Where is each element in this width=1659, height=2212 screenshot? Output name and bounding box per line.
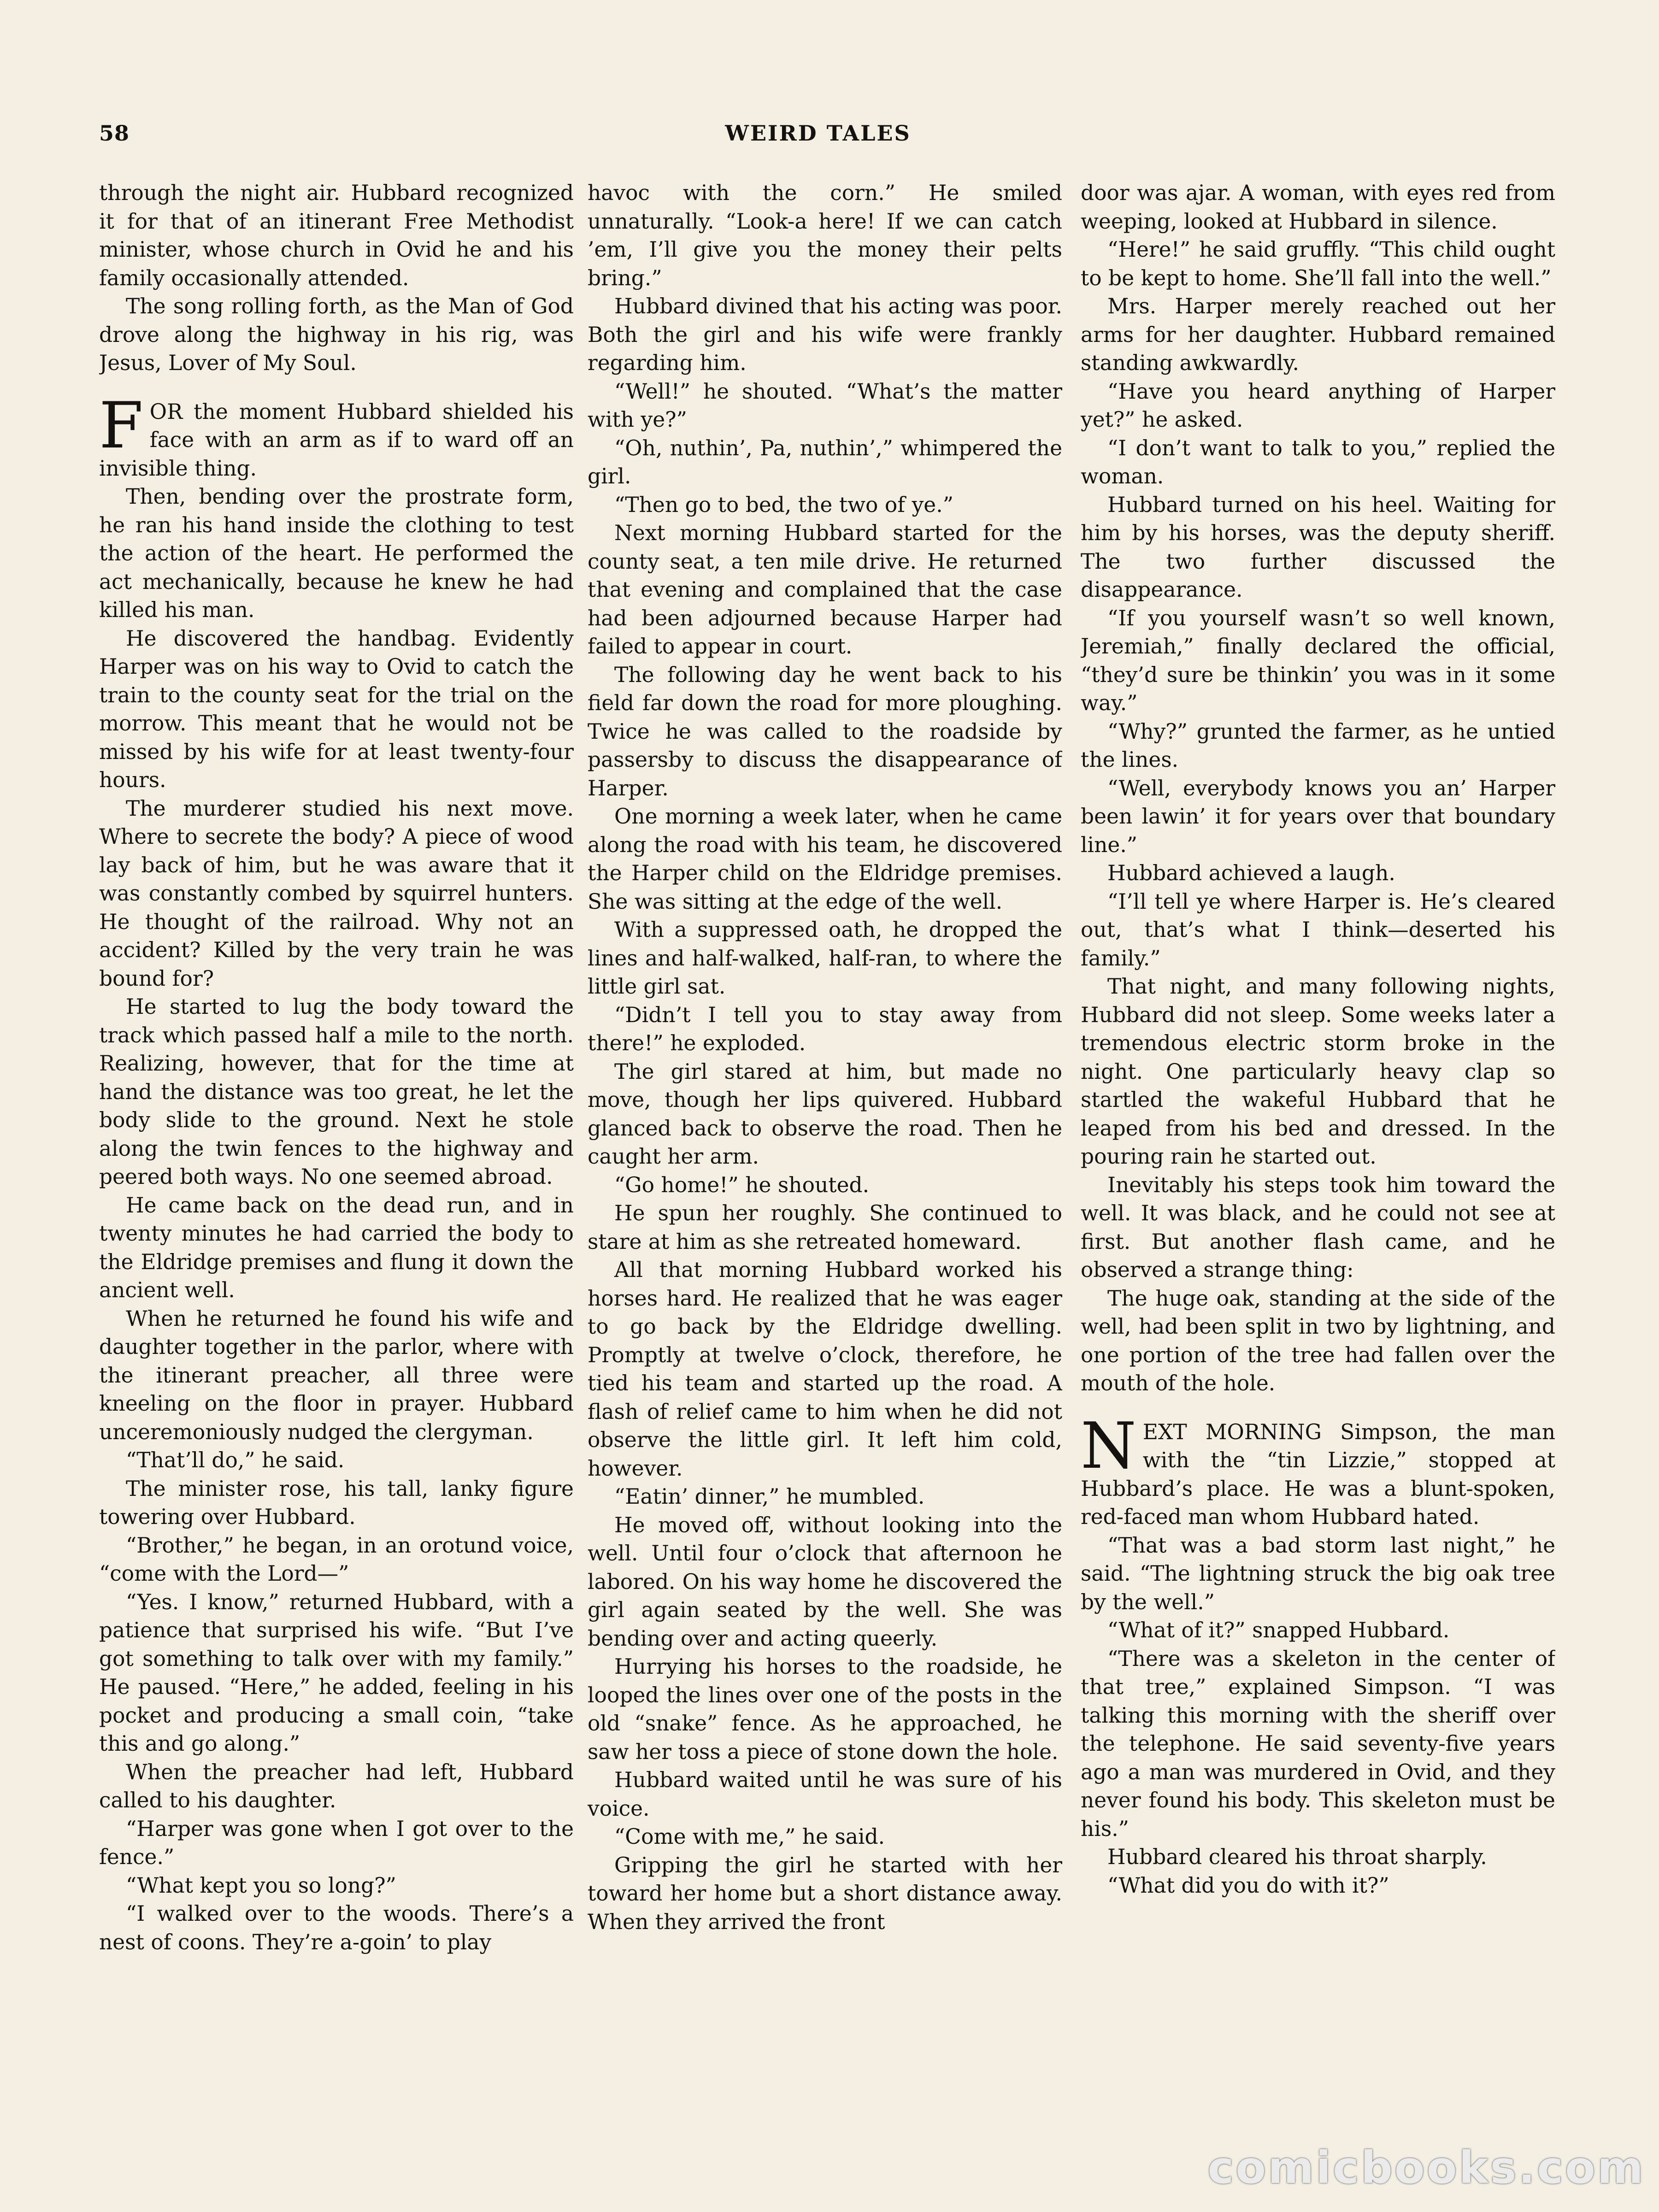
paragraph-text: EXT MORNING Simpson, the man with the “tin Lizzie,” stopped at Hubbard’s place. He was a blunt-spoken, red-faced man whom Hubbard hated.	[1081, 1419, 1555, 1529]
paragraph-text: “There was a skeleton in the center of that tree,” explained Simpson. “I was talking this morning with the sheriff over the telephone. He said seventy-five years ago a man was murdered in Ovid, and they never found his body. This skeleton must be his.”	[1081, 1646, 1555, 1841]
paragraph-text: “I don’t want to talk to you,” replied the woman.	[1081, 435, 1555, 488]
paragraph-text: He spun her roughly. She continued to stare at him as she retreated homeward.	[588, 1201, 1062, 1254]
paragraph	[1081, 888, 1555, 973]
paragraph	[1081, 1171, 1555, 1284]
paragraph	[1081, 377, 1555, 434]
paragraph-text: “What of it?” snapped Hubbard.	[1107, 1618, 1450, 1642]
paragraph-text: Hubbard waited until he was sure of his voice.	[588, 1768, 1062, 1821]
paragraph-text: “Go home!” he shouted.	[614, 1172, 870, 1197]
paragraph-text: Hurrying his horses to the roadside, he looped the lines over one of the posts in the old “snake” fence. As he approached, he saw her toss a piece of stone down the hole.	[588, 1654, 1062, 1764]
paragraph	[1081, 434, 1555, 491]
paragraph	[1081, 1408, 1555, 1531]
paragraph-text: “Yes. I know,” returned Hubbard, with a patience that surprised his wife. “But I’ve got something to talk over with my family.” He paused. “Here,” he added, feeling in his pocket and producing a small coin, “take this and go along.”	[99, 1589, 574, 1756]
paragraph	[99, 1446, 574, 1475]
paragraph	[1081, 1284, 1555, 1398]
paragraph	[588, 1199, 1062, 1256]
paragraph-text: “Harper was gone when I got over to the fence.”	[99, 1816, 574, 1869]
paragraph	[588, 519, 1062, 661]
paragraph-text: He moved off, without looking into the well. Until four o’clock that afternoon he labored. On his way home he discovered the girl again seated by the well. She was bending over and acting queerly.	[588, 1512, 1062, 1651]
paragraph	[588, 1256, 1062, 1483]
paragraph	[1081, 1645, 1555, 1843]
paragraph	[1081, 718, 1555, 774]
paragraph	[99, 1815, 574, 1871]
paragraph-text: “Here!” he said gruffly. “This child ought to be kept to home. She’ll fall into the well.”	[1081, 237, 1555, 290]
paragraph	[99, 292, 574, 377]
paragraph	[588, 802, 1062, 916]
drop-cap: N	[1081, 1408, 1136, 1483]
paragraph-text: He came back on the dead run, and in twenty minutes he had carried the body to the Eldridge premises and flung it down the ancient well.	[99, 1193, 574, 1302]
text-column-3	[1081, 179, 1555, 2105]
paragraph-text: “Then go to bed, the two of ye.”	[614, 492, 953, 517]
paragraph-text: Mrs. Harper merely reached out her arms for her daughter. Hubbard remained standing awkwardly.	[1081, 294, 1555, 375]
paragraph-text: “Come with me,” he said.	[614, 1824, 885, 1849]
paragraph-text: “Have you heard anything of Harper yet?” he asked.	[1081, 379, 1555, 432]
paragraph-text: “That’ll do,” he said.	[126, 1448, 345, 1472]
paragraph	[1081, 604, 1555, 718]
paragraph	[99, 1475, 574, 1531]
paragraph-text: Hubbard turned on his heel. Waiting for him by his horses, was the deputy sheriff. The two further discussed the disappearance.	[1081, 492, 1555, 602]
paragraph	[588, 1653, 1062, 1766]
paragraph-text: Hubbard achieved a laugh.	[1107, 861, 1395, 885]
paragraph	[588, 179, 1062, 292]
paragraph-text: All that morning Hubbard worked his horses hard. He realized that he was eager to go back by the Eldridge dwelling. Promptly at twelve o’clock, therefore, he tied his team and started up the road. A flash of relief came to him when he did not observe the little girl. It left him cold, however.	[588, 1258, 1062, 1481]
paragraph-text: The girl stared at him, but made no move, though her lips quivered. Hubbard glanced back to observe the road. Then he caught her arm.	[588, 1059, 1062, 1169]
paragraph-text: “What did you do with it?”	[1107, 1873, 1389, 1898]
paragraph-text: The huge oak, standing at the side of the well, had been split in two by lightning, and one portion of the tree had fallen over the mouth of the hole.	[1081, 1286, 1555, 1395]
paragraph-text: When he returned he found his wife and daughter together in the parlor, where with the itinerant preacher, all three were kneeling on the floor in prayer. Hubbard unceremoniously nudged the clergyman.	[99, 1306, 574, 1444]
paragraph	[99, 482, 574, 624]
paragraph-text: The murderer studied his next move. Where to secrete the body? A piece of wood lay back of him, but he was aware that it was constantly combed by squirrel hunters. He thought of the railroad. Why not an accident? Killed by the very train he was bound for?	[99, 796, 574, 991]
text-column-2	[588, 179, 1062, 2105]
paragraph	[588, 1001, 1062, 1058]
paragraph-text: Gripping the girl he started with her toward her home but a short distance away. When they arrived the front	[588, 1853, 1062, 1934]
paragraph	[588, 1483, 1062, 1511]
watermark: comicbooks.com	[1207, 2142, 1645, 2194]
paragraph-text: “That was a bad storm last night,” he said. “The lightning struck the big oak tree by the well.”	[1081, 1533, 1555, 1614]
paragraph-text: “I’ll tell ye where Harper is. He’s cleared out, that’s what I think—deserted his family.”	[1081, 889, 1555, 971]
paragraph	[99, 388, 574, 483]
text-column-1	[99, 179, 574, 2105]
paragraph-text: “Didn’t I tell you to stay away from there!” he exploded.	[588, 1002, 1062, 1055]
paragraph	[1081, 179, 1555, 235]
paragraph	[1081, 1843, 1555, 1871]
running-head: WEIRD TALES	[725, 121, 911, 146]
paragraph-text: “Well, everybody knows you an’ Harper been lawin’ it for years over that boundary line.”	[1081, 776, 1555, 857]
drop-cap: F	[99, 388, 143, 463]
paragraph	[588, 1058, 1062, 1171]
paragraph-text: That night, and many following nights, Hubbard did not sleep. Some weeks later a tremendous electric storm broke in the night. One particularly heavy clap so startled the wakeful Hubbard that he leaped from his bed and dressed. In the pouring rain he started out.	[1081, 974, 1555, 1169]
paragraph	[99, 1871, 574, 1900]
paragraph	[99, 794, 574, 993]
paragraph	[1081, 491, 1555, 604]
page-number: 58	[99, 121, 130, 146]
paragraph-text: “Oh, nuthin’, Pa, nuthin’,” whimpered the girl.	[588, 435, 1062, 488]
paragraph	[1081, 972, 1555, 1171]
paragraph	[588, 1511, 1062, 1653]
paragraph-text: Inevitably his steps took him toward the well. It was black, and he could not see at first. But another flash came, and he observed a strange thing:	[1081, 1172, 1555, 1282]
paragraph-text: Hubbard divined that his acting was poor. Both the girl and his wife were frankly regarding him.	[588, 294, 1062, 375]
paragraph	[588, 1766, 1062, 1823]
paragraph	[588, 1171, 1062, 1200]
paragraph	[588, 434, 1062, 491]
paragraph	[99, 1900, 574, 1956]
paragraph-text: “What kept you so long?”	[126, 1873, 396, 1898]
paragraph-text: “Brother,” he began, in an orotund voice, “come with the Lord—”	[99, 1533, 574, 1586]
paragraph-text: “If you yourself wasn’t so well known, Jeremiah,” finally declared the official, “they’d sure be thinkin’ you was in it some way.”	[1081, 606, 1555, 715]
paragraph	[1081, 774, 1555, 859]
paragraph-text: The song rolling forth, as the Man of God drove along the highway in his rig, was Jesus, Lover of My Soul.	[99, 294, 574, 375]
paragraph	[99, 993, 574, 1191]
paragraph-text: The following day he went back to his field far down the road for more ploughing. Twice he was called to the roadside by passersby to discuss the disappearance of Harper.	[588, 662, 1062, 800]
paragraph	[99, 1531, 574, 1588]
paragraph-text: “Why?” grunted the farmer, as he untied the lines.	[1081, 719, 1555, 772]
paragraph-text: “I walked over to the woods. There’s a nest of coons. They’re a-goin’ to play	[99, 1901, 574, 1954]
paragraph-text: One morning a week later, when he came along the road with his team, he discovered the Harper child on the Eldridge premises. She was sitting at the edge of the well.	[588, 804, 1062, 914]
paragraph-text: Next morning Hubbard started for the county seat, a ten mile drive. He returned that evening and complained that the case had been adjourned because Harper had failed to appear in court.	[588, 521, 1062, 659]
paragraph	[99, 1191, 574, 1305]
page-header	[99, 121, 1537, 153]
paragraph-text: Then, bending over the prostrate form, he ran his hand inside the clothing to test the action of the heart. He performed the act mechanically, because he knew he had killed his man.	[99, 484, 574, 622]
paragraph	[1081, 235, 1555, 292]
paragraph-text: havoc with the corn.” He smiled unnaturally. “Look-a here! If we can catch ’em, I’ll give you the money their pelts bring.”	[588, 181, 1062, 290]
paragraph	[588, 661, 1062, 803]
paragraph	[588, 491, 1062, 519]
paragraph	[99, 179, 574, 292]
paragraph	[99, 1305, 574, 1447]
paragraph-text: door was ajar. A woman, with eyes red from weeping, looked at Hubbard in silence.	[1081, 181, 1555, 234]
paragraph	[588, 916, 1062, 1001]
paragraph	[1081, 1871, 1555, 1900]
paragraph-text: Hubbard cleared his throat sharply.	[1107, 1845, 1487, 1869]
paragraph-text: With a suppressed oath, he dropped the lines and half-walked, half-ran, to where the little girl sat.	[588, 918, 1062, 999]
paragraph-text: “Well!” he shouted. “What’s the matter with ye?”	[588, 379, 1062, 432]
paragraph-text: OR the moment Hubbard shielded his face with an arm as if to ward off an invisible thing.	[99, 399, 574, 481]
paragraph	[1081, 292, 1555, 377]
paragraph	[1081, 859, 1555, 888]
paragraph	[1081, 1616, 1555, 1645]
paragraph	[588, 1851, 1062, 1936]
paragraph	[588, 377, 1062, 434]
paragraph-text: The minister rose, his tall, lanky figure towering over Hubbard.	[99, 1476, 574, 1529]
paragraph	[588, 292, 1062, 377]
paragraph	[99, 624, 574, 794]
paragraph-text: through the night air. Hubbard recognized it for that of an itinerant Free Methodist minister, whose church in Ovid he and his family occasionally attended.	[99, 181, 574, 290]
paragraph-text: He started to lug the body toward the track which passed half a mile to the north. Realizing, however, that for the time at hand the distance was too great, he let the body slide to the ground. Next he stole along the twin fences to the highway and peered both ways. No one seemed abroad.	[99, 994, 574, 1189]
paragraph-text: “Eatin’ dinner,” he mumbled.	[614, 1484, 925, 1509]
paragraph	[1081, 1531, 1555, 1617]
paragraph	[588, 1823, 1062, 1851]
paragraph	[99, 1758, 574, 1815]
paragraph-text: He discovered the handbag. Evidently Harper was on his way to Ovid to catch the train to the county seat for the trial on the morrow. This meant that he would not be missed by his wife for at least twenty-four hours.	[99, 626, 574, 792]
paragraph-text: When the preacher had left, Hubbard called to his daughter.	[99, 1759, 574, 1812]
paragraph	[99, 1588, 574, 1758]
